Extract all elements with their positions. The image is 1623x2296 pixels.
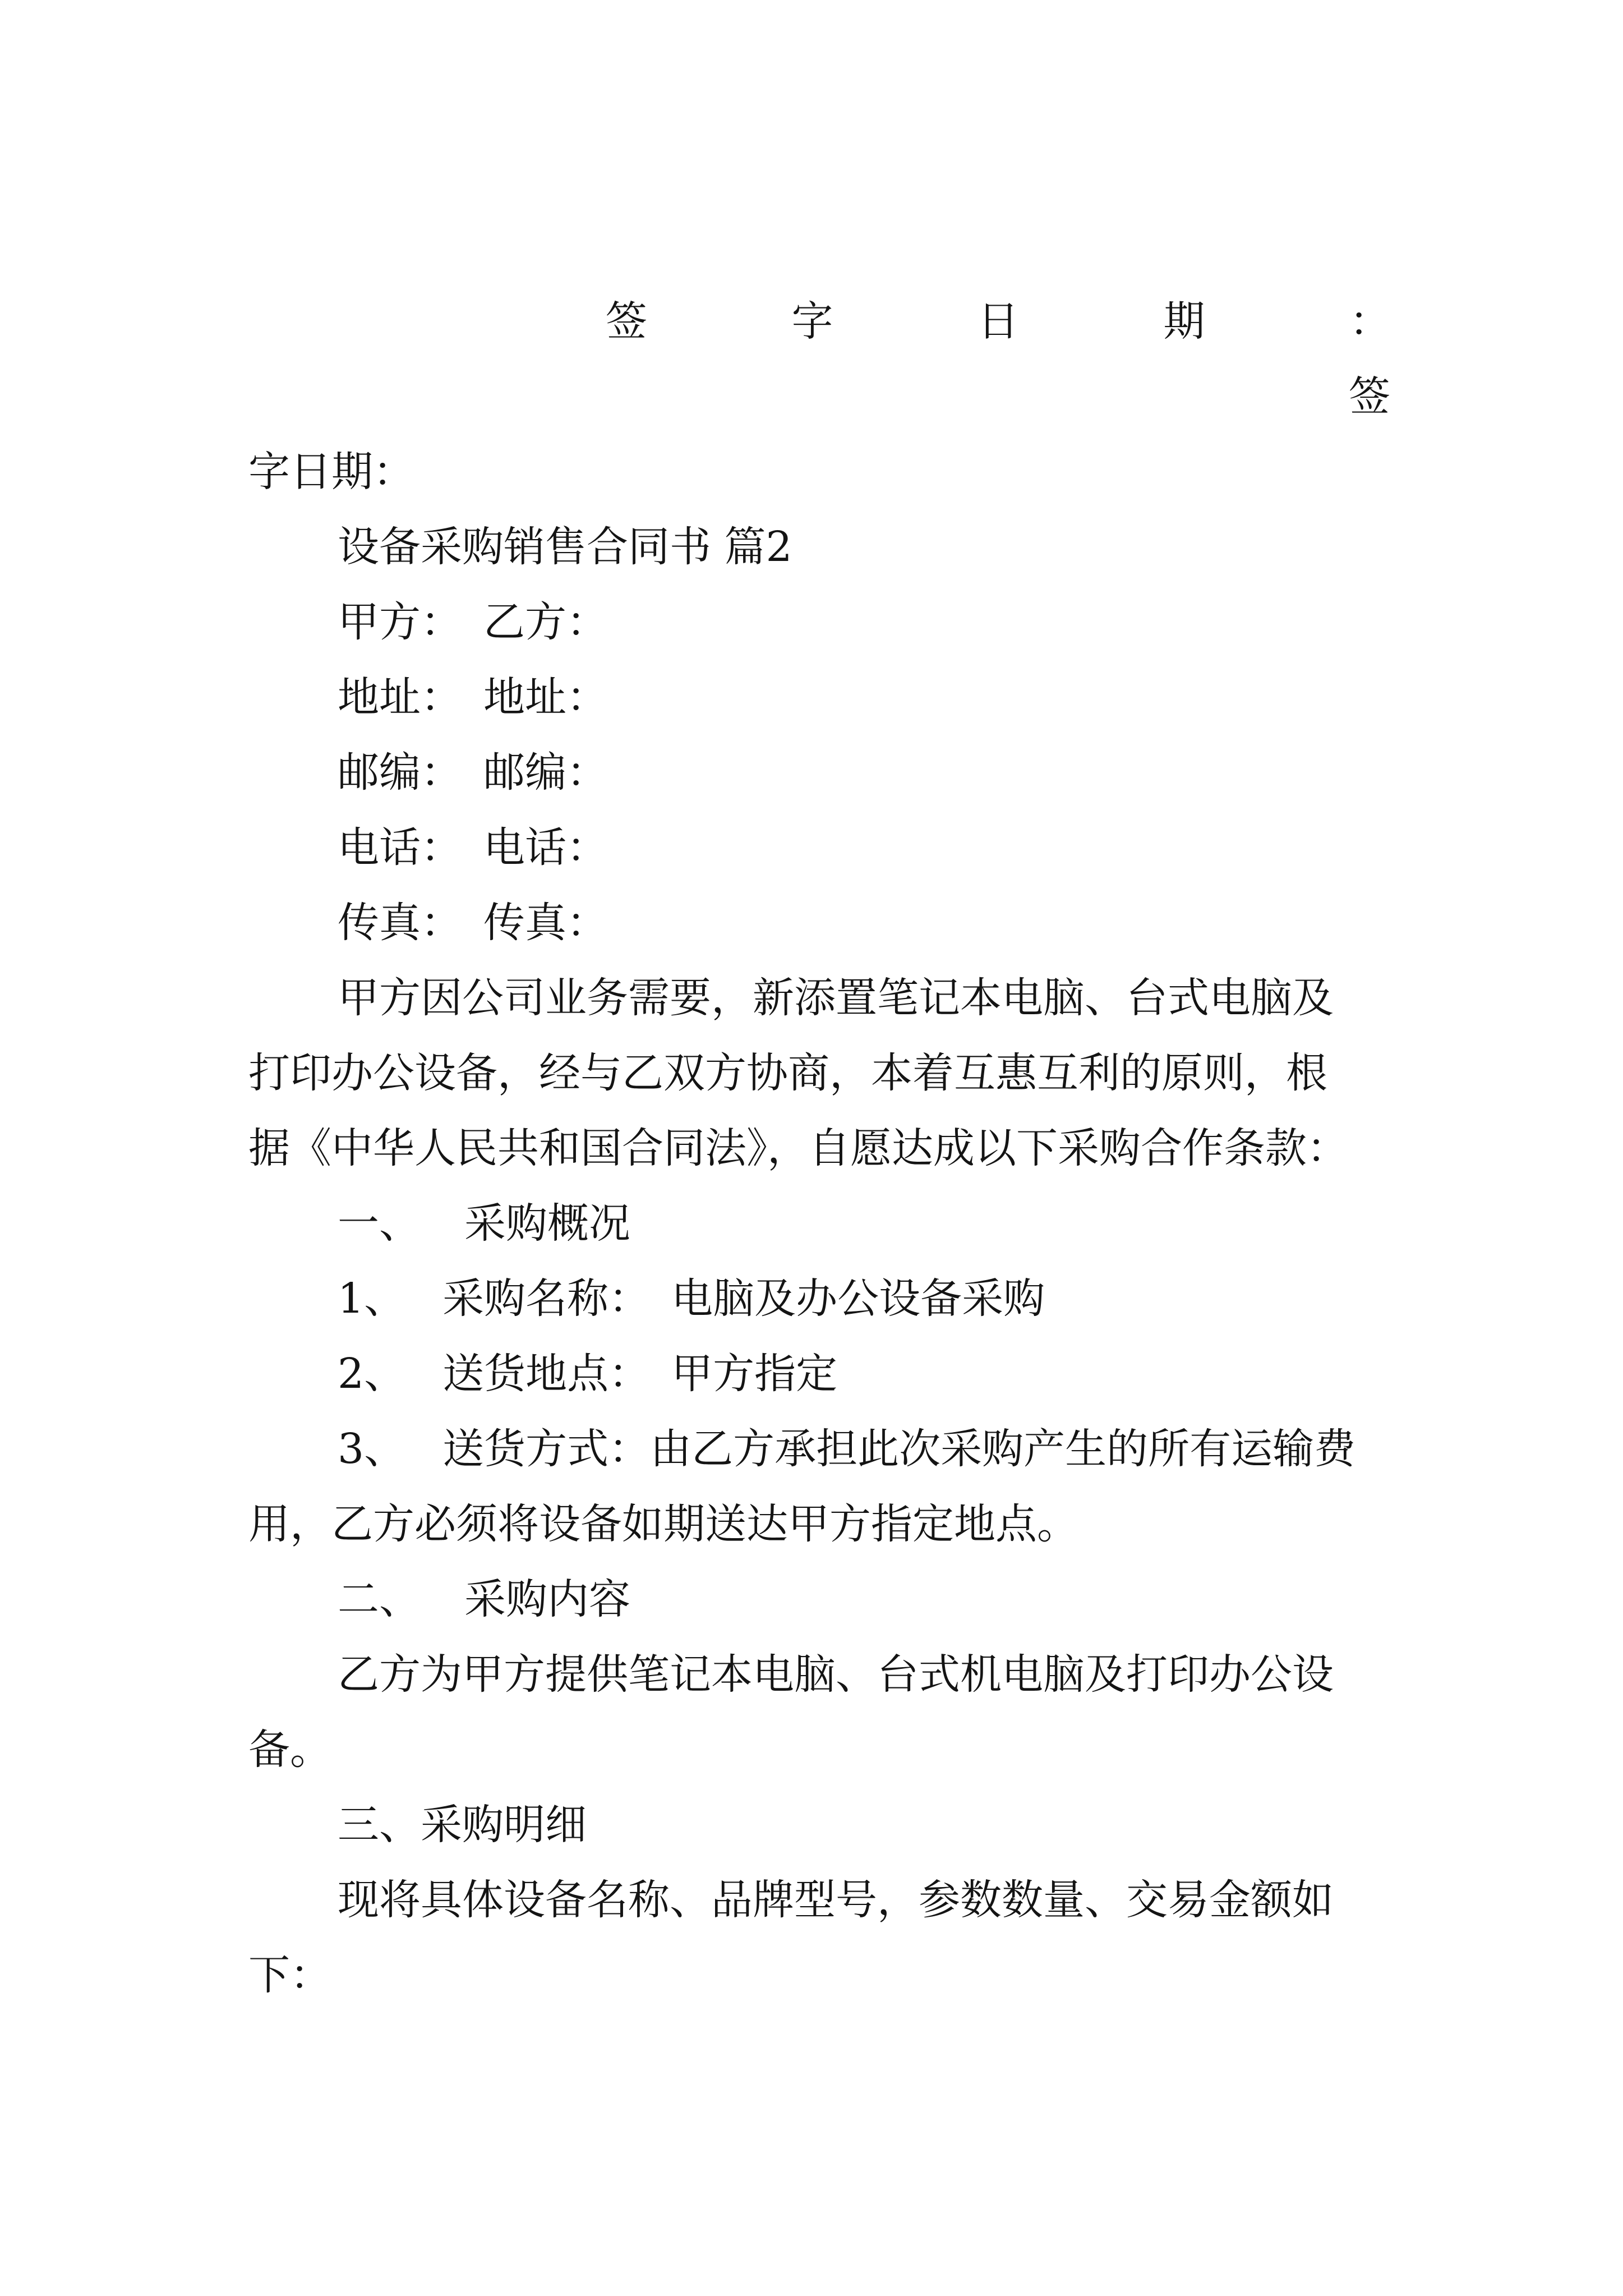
party-b-label: 乙方： [483,598,608,646]
signature-date-char: 字 [791,297,833,346]
phone-a-label: 电话： [338,823,462,872]
fax-row [338,898,608,948]
item-number: 1、 [338,1274,406,1323]
fax-a-label: 传真： [338,899,462,947]
section-2-number: 二、 [338,1575,421,1623]
postcode-a-label: 邮编： [338,748,462,797]
signature-continued-char: 签 [1349,372,1390,421]
intro-line-2: 打印办公设备，经与乙双方协商，本着互惠互利的原则，根 [248,1049,1327,1097]
section-1-item [338,1349,837,1399]
item-number: 3、 [338,1425,406,1473]
section-1-item-3-continued: 用，乙方必须将设备如期送达甲方指定地点。 [248,1500,1078,1548]
fax-b-label: 传真： [483,899,608,947]
address-b-label: 地址： [483,673,608,721]
item-value: 电脑及办公设备采购 [671,1274,1045,1323]
signature-continued-line: 字日期： [248,448,414,496]
phone-row [338,822,608,873]
section-3-heading: 三、采购明细 [338,1801,587,1849]
signature-date-char: ： [1349,297,1391,346]
intro-line-1: 甲方因公司业务需要，新添置笔记本电脑、台式电脑及 [338,974,1334,1022]
section-1-item-3 [338,1424,1355,1474]
postcode-row [338,747,608,798]
item-label: 送货地点： [442,1350,651,1398]
section-3-line-2: 下： [248,1951,331,1999]
section-2-heading [338,1574,630,1625]
section-1-item [338,1273,1045,1324]
signature-date-line [606,296,1391,347]
phone-b-label: 电话： [483,823,608,872]
intro-line-3: 据《中华人民共和国合同法》，自愿达成以下采购合作条款： [248,1124,1348,1172]
address-row [338,672,608,723]
section-1-number: 一、 [338,1199,421,1248]
section-3-line-1: 现将具体设备名称、品牌型号，参数数量、交易金额如 [338,1876,1334,1924]
contract-title: 设备采购销售合同书 篇2 [338,523,792,571]
party-row [338,597,608,647]
section-1-title: 采购概况 [464,1199,630,1248]
item-value: 甲方指定 [671,1350,838,1398]
section-2-title: 采购内容 [464,1575,630,1623]
address-a-label: 地址： [338,673,462,721]
party-a-label: 甲方： [338,598,462,646]
postcode-b-label: 邮编： [483,748,608,797]
section-1-heading [338,1198,630,1249]
section-2-line-1: 乙方为甲方提供笔记本电脑、台式机电脑及打印办公设 [338,1650,1334,1699]
section-2-line-2: 备。 [248,1726,331,1774]
signature-date-char: 期 [1163,297,1205,346]
item-label: 采购名称： [442,1274,651,1323]
signature-date-char: 签 [606,297,647,346]
item-text: 送货方式：由乙方承担此次采购产生的所有运输费 [442,1425,1356,1473]
signature-date-char: 日 [978,297,1019,346]
item-number: 2、 [338,1350,406,1398]
